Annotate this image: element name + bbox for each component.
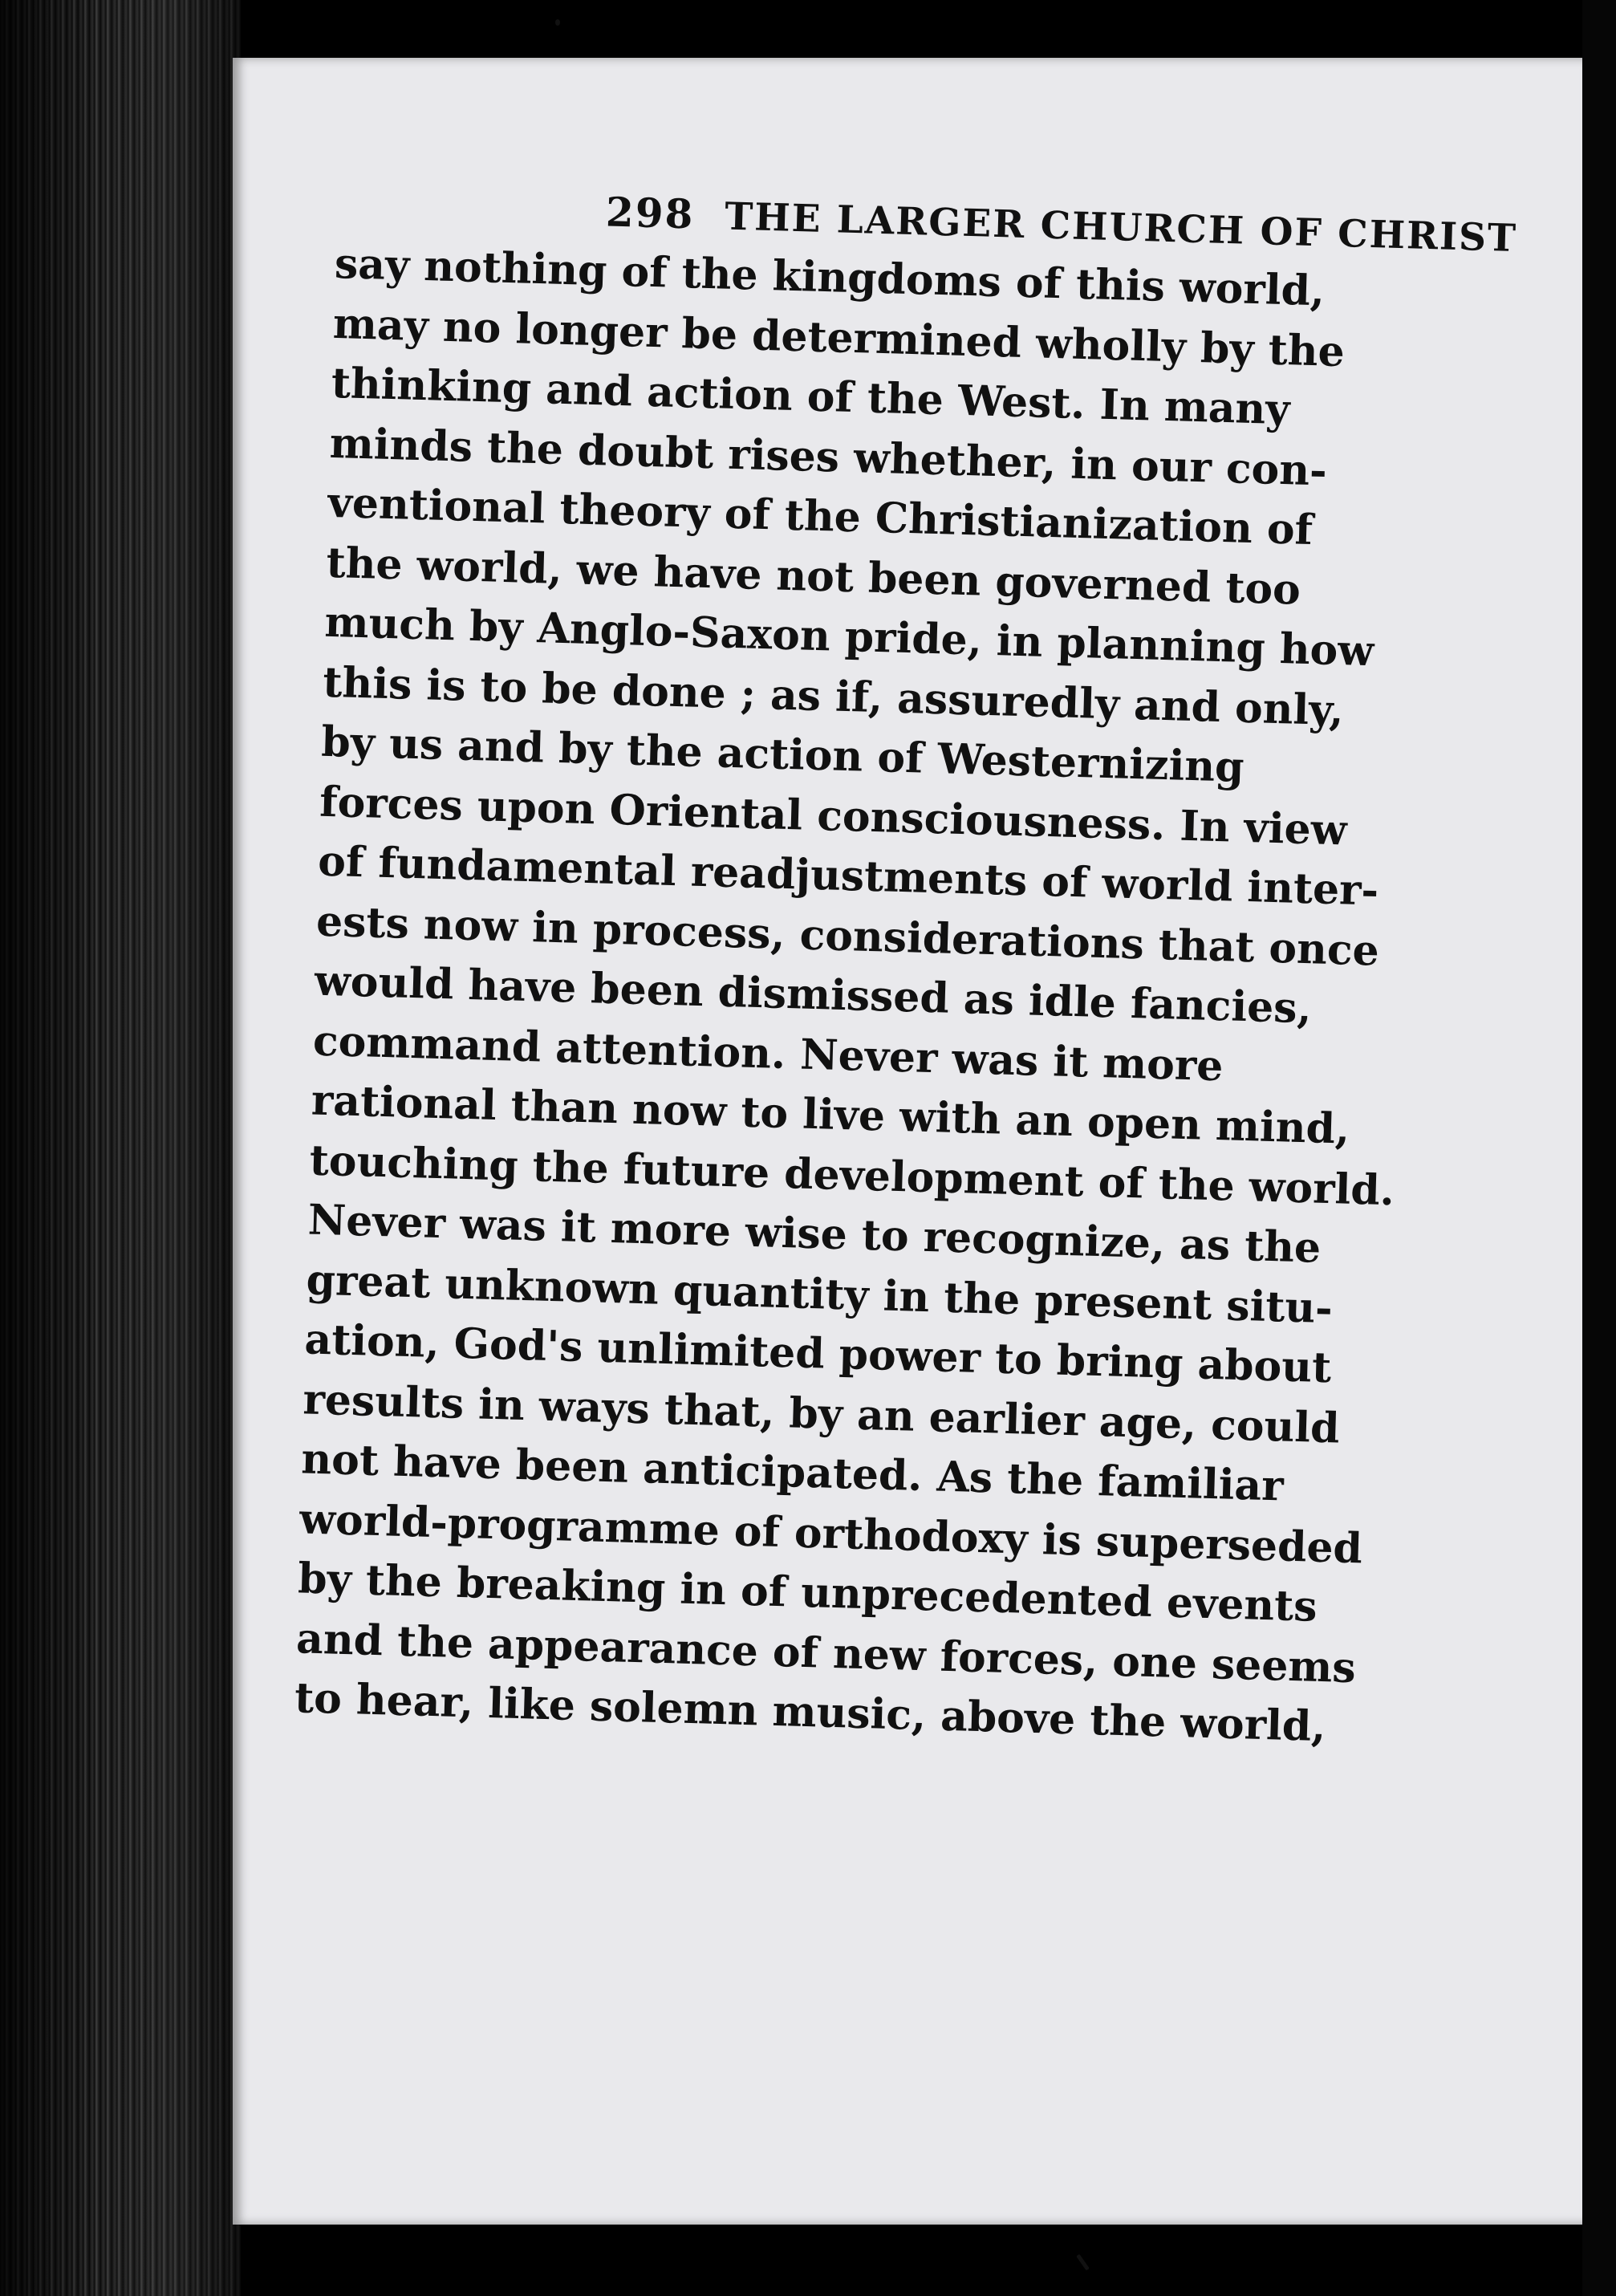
text-line: Never was it more wise to recognize, as the <box>307 1195 1322 1273</box>
text-line: to hear, like solemn music, above the world, <box>294 1673 1327 1752</box>
text-line: not have been anticipated. As the familiar <box>300 1434 1285 1511</box>
text-line: much by Anglo-Saxon pride, in planning how <box>323 597 1374 677</box>
running-title: THE LARGER CHURCH OF CHRIST <box>724 194 1518 262</box>
ink-speck <box>555 19 560 26</box>
page-text <box>294 181 1518 1760</box>
text-line: forces upon Oriental consciousness. In view <box>319 777 1348 855</box>
text-line: by us and by the action of Westernizing <box>320 717 1245 792</box>
text-line: world-programme of orthodoxy is superseded <box>298 1493 1363 1573</box>
text-line: of fundamental readjustments of world inter- <box>317 836 1379 916</box>
text-line: the world, we have not been governed too <box>325 538 1301 615</box>
text-line: minds the doubt rises whether, in our con- <box>329 418 1328 496</box>
text-line: command attention. Never was it more <box>312 1016 1224 1091</box>
text-line: ventional theory of the Christianization of <box>327 477 1314 555</box>
text-line: would have been dismissed as idle fancies, <box>314 956 1313 1034</box>
text-line: rational than now to live with an open mind, <box>311 1075 1350 1154</box>
text-line: ation, God's unlimited power to bring about <box>303 1315 1332 1393</box>
text-line: may no longer be determined wholly by the <box>332 299 1346 376</box>
text-line: and the appearance of new forces, one seems <box>295 1613 1357 1693</box>
right-border <box>1582 0 1616 2296</box>
text-line: results in ways that, by an earlier age, could <box>302 1374 1341 1453</box>
body-paragraph <box>294 234 1458 1760</box>
text-line: touching the future development of the world. <box>309 1136 1395 1215</box>
text-line: say nothing of the kingdoms of this world, <box>334 238 1326 316</box>
ink-speck <box>1076 2254 1090 2271</box>
text-line: thinking and action of the West. In many <box>331 358 1291 435</box>
page-number: 298 <box>605 188 696 238</box>
text-line: this is to be done ; as if, assuredly and only, <box>322 657 1345 735</box>
book-page-edges <box>0 0 241 2296</box>
text-line: by the breaking in of unprecedented events <box>297 1554 1318 1632</box>
text-line: great unknown quantity in the present situ- <box>305 1254 1334 1333</box>
text-line: ests now in process, considerations that once <box>315 896 1380 976</box>
